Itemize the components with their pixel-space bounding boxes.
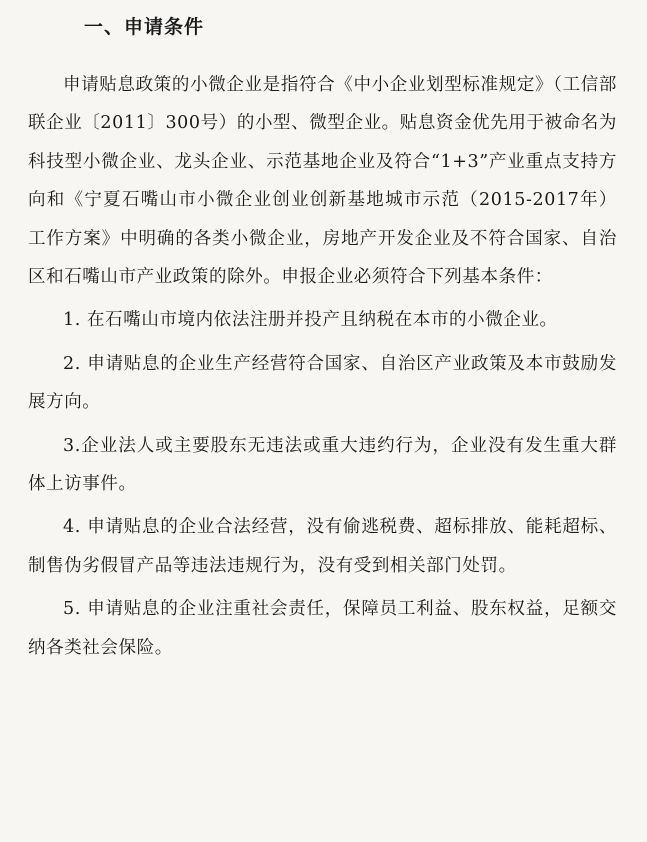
condition-item-1: 1. 在石嘴山市境内依法注册并投产且纳税在本市的小微企业。 [63,310,558,331]
intro-paragraph: 申请贴息政策的小微企业是指符合《中小企业划型标准规定》（工信部联企业〔2011〕300号）的小型、微型企业。贴息资金优先用于被命名为科技型小微企业、龙头企业、示范基地企业及符合“1+3”产业重点支持方向和《宁夏石嘴山市小微企业创业创新基地城市示范（2015-2017年）工作方案》中明确的各类小微企业，房地产开发企业及不符合国家、自治区和石嘴山市产业政策的除外。申报企业必须符合下列基本条件： [28,75,617,288]
condition-item-5: 5. 申请贴息的企业注重社会责任，保障员工利益、股东权益，足额交纳各类社会保险。 [28,599,617,658]
condition-item-4: 4. 申请贴息的企业合法经营，没有偷逃税费、超标排放、能耗超标、制售伪劣假冒产品等违法违规行为，没有受到相关部门处罚。 [28,517,617,576]
condition-item-3: 3.企业法人或主要股东无违法或重大违约行为，企业没有发生重大群体上访事件。 [28,435,617,495]
condition-item-2: 2. 申请贴息的企业生产经营符合国家、自治区产业政策及本市鼓励发展方向。 [28,353,617,413]
section-heading: 一、申请条件 [84,16,205,38]
